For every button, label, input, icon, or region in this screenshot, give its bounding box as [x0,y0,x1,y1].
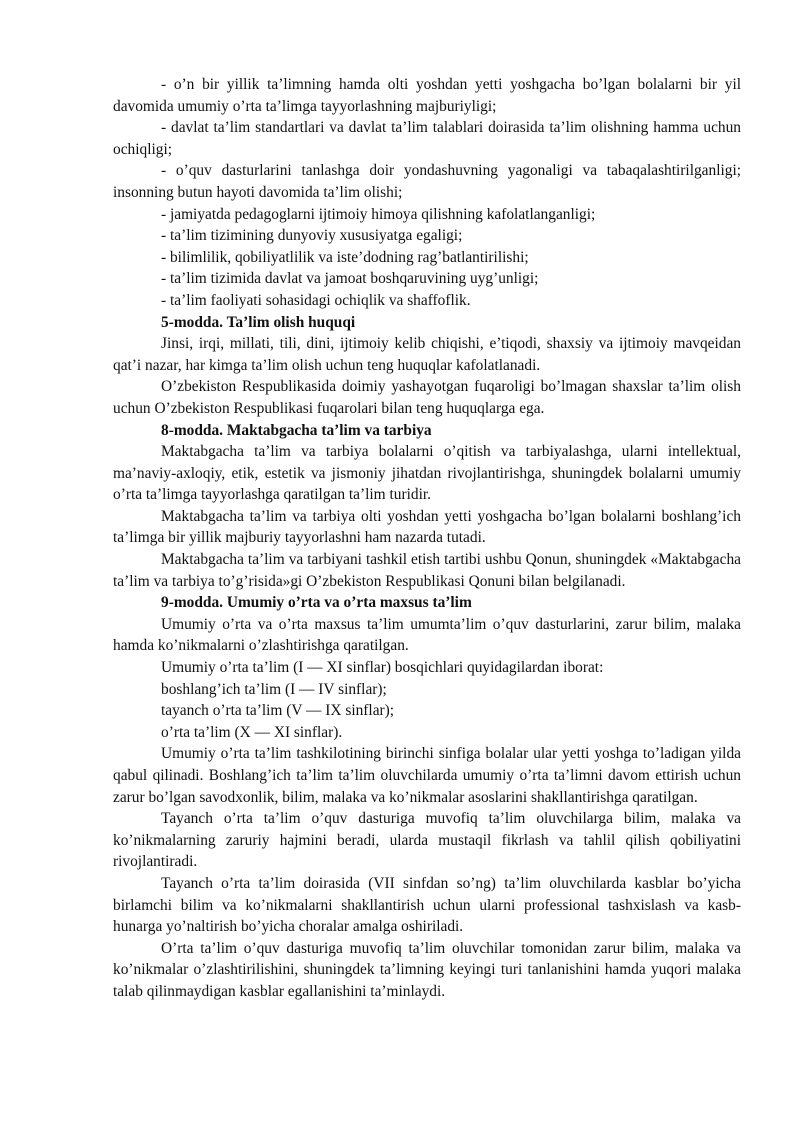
article-9-heading: 9-modda. Umumiy o’rta va o’rta maxsus ta’lim [161,594,472,612]
list-item: - jamiyatda pedagoglarni ijtimoiy himoya qilishning kafolatlanganligi; [161,205,596,223]
document-page [113,74,741,1003]
list-item: - ta’lim tizimida davlat va jamoat boshqaruvining uyg’unligi; [161,270,539,288]
article-8-heading: 8-modda. Maktabgacha ta’lim va tarbiya [161,421,432,439]
article-8-paragraph: Maktabgacha ta’lim va tarbiya bolalarni o’qitish va tarbiyalashga, ularni intellektual, ma’naviy-axloqiy, etik, estetik va jismoniy jihatdan rivojlantirishga, shuningdek bolalarni umumiy o’rta ta’limga tayyorlashga qaratilgan ta’lim turidir. [113,443,741,504]
education-stage-item: boshlang’ich ta’lim (I — IV sinflar); [161,680,387,698]
list-item: - ta’lim faoliyati sohasidagi ochiqlik va shaffoflik. [161,291,471,309]
article-5-paragraph: Jinsi, irqi, millati, tili, dini, ijtimoiy kelib chiqishi, e’tiqodi, shaxsiy va ijtimoiy mavqeidan qat’i nazar, har kimga ta’lim olish uchun teng huquqlar kafolatlanadi. [113,335,741,374]
list-item: - o’n bir yillik ta’limning hamda olti yoshdan yetti yoshgacha bo’lgan bolalarni bir yil davomida umumiy o’rta ta’limga tayyorlashning majburiyligi; [113,76,741,115]
article-9-paragraph: O’rta ta’lim o’quv dasturiga muvofiq ta’lim oluvchilar tomonidan zarur bilim, malaka va ko’nikmalar o’zlashtirilishini, shuningdek ta’limning keyingi turi tanlanishini hamda yuqori malaka talab qilinmaydigan kasblar egallanishini ta’minlaydi. [113,939,741,1000]
article-9-paragraph: Umumiy o’rta ta’lim (I — XI sinflar) bosqichlari quyidagilardan iborat: [161,659,604,677]
education-stage-item: o’rta ta’lim (X — XI sinflar). [161,723,343,741]
article-5-heading: 5-modda. Ta’lim olish huquqi [161,313,356,331]
list-item: - bilimlilik, qobiliyatlilik va iste’dodning rag’batlantirilishi; [161,248,529,266]
article-5-paragraph: O’zbekiston Respublikasida doimiy yashayotgan fuqaroligi bo’lmagan shaxslar ta’lim olish uchun O’zbekiston Respublikasi fuqarolari bilan teng huquqlarga ega. [113,378,741,417]
article-8-paragraph: Maktabgacha ta’lim va tarbiya olti yoshdan yetti yoshgacha bo’lgan bolalarni boshlang’ich ta’limga bir yillik majburiy tayyorlashni ham nazarda tutadi. [113,507,741,547]
article-9-paragraph: Umumiy o’rta ta’lim tashkilotining birinchi sinfiga bolalar ular yetti yoshga to’ladigan yilda qabul qilinadi. Boshlang’ich ta’lim ta’lim oluvchilarda umumiy o’rta ta’limni davom ettirish uchun zarur bo’lgan savodxonlik, bilim, malaka va ko’nikmalar asoslarini shakllantirishga qaratilgan. [113,745,741,806]
education-stage-item: tayanch o’rta ta’lim (V — IX sinflar); [161,702,395,720]
list-item: - ta’lim tizimining dunyoviy xususiyatga egaligi; [161,227,463,245]
list-item: - davlat ta’lim standartlari va davlat ta’lim talablari doirasida ta’lim olishning hamma uchun ochiqligi; [113,119,741,158]
list-item: - o’quv dasturlarini tanlashga doir yondashuvning yagonaligi va tabaqalashtirilganligi; insonning butun hayoti davomida ta’lim olishi; [113,162,741,201]
article-9-paragraph: Umumiy o’rta va o’rta maxsus ta’lim umumta’lim o’quv dasturlarini, zarur bilim, malaka hamda ko’nikmalarni o’zlashtirishga qaratilgan. [113,615,741,655]
article-9-paragraph: Tayanch o’rta ta’lim doirasida (VII sinfdan so’ng) ta’lim oluvchilarda kasblar bo’yicha birlamchi bilim va ko’nikmalarni shakllantirish uchun ularni professional tashxislash va kasb-hunarga yo’naltirish bo’yicha choralar amalga oshiriladi. [113,874,741,936]
article-8-paragraph: Maktabgacha ta’lim va tarbiyani tashkil etish tartibi ushbu Qonun, shuningdek «Maktabgacha ta’lim va tarbiya to’g’risida»gi O’zbekiston Respublikasi Qonuni bilan belgilanadi. [113,551,741,590]
article-9-paragraph: Tayanch o’rta ta’lim o’quv dasturiga muvofiq ta’lim oluvchilarga bilim, malaka va ko’nikmalarning zaruriy hajmini beradi, ularda mustaqil fikrlash va tahlil qilish qobiliyatini rivojlantiradi. [113,810,741,871]
